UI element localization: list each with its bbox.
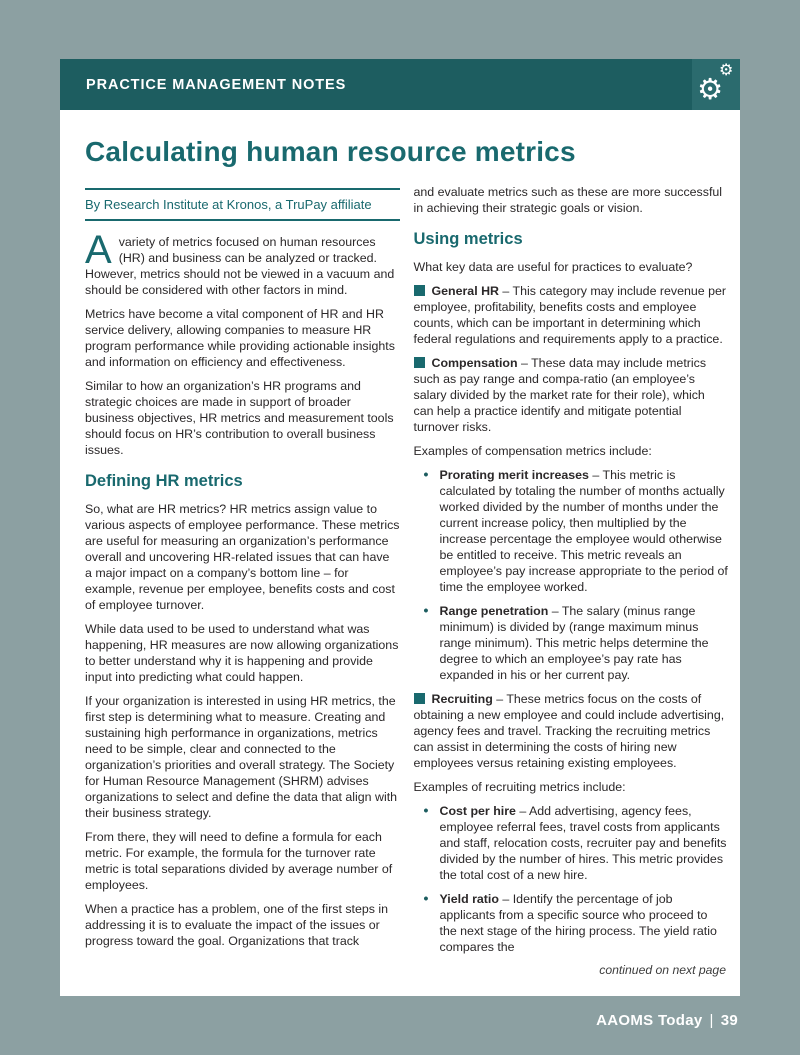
paragraph: Metrics have become a vital component of HR and HR service delivery, allowing companies to measure HR program performance while providing actionable insights and information on efficiency and effectiveness. <box>85 307 395 369</box>
bullet-text: – This metric is calculated by totaling the number of months actually worked divided by the number of months under the current increase policy, then multiplied by the increase percentage the employee would otherwise be entitled to receive. This metric reveals an employee’s pay increase appropriate to the period of time the employee worked. <box>439 468 728 594</box>
article-card <box>60 110 740 996</box>
paragraph: Examples of recruiting metrics include: <box>413 780 626 794</box>
footer-separator: | <box>709 1012 714 1029</box>
drop-cap: A <box>85 228 112 272</box>
byline: By Research Institute at Kronos, a TruPay affiliate <box>85 188 400 221</box>
paragraph: What key data are useful for practices to evaluate? <box>413 260 693 274</box>
recruiting-metrics-list <box>414 803 729 955</box>
section-banner <box>60 59 692 110</box>
paragraph: Similar to how an organization’s HR programs and strategic choices are made in support of broader business objectives, HR metrics and measurement tools should focus on HR’s contribution to overall business issues. <box>85 379 394 457</box>
square-bullet-icon <box>414 285 425 296</box>
bullet-text: – Add advertising, agency fees, employee referral fees, travel costs from applicants and staff, relocation costs, recruiter pay and benefits divided by the number of hires. This metric provides the total cost of a new hire. <box>439 804 727 882</box>
bullet-text: – Identify the percentage of job applicants from a specific source who proceed to the next stage of the hiring process. The yield ratio compares the <box>439 892 717 954</box>
bullet-yield-ratio <box>414 891 729 955</box>
category-general-hr <box>414 283 729 347</box>
gear-icon: ⚙ <box>697 72 723 106</box>
compensation-metrics-list <box>414 467 729 683</box>
bullet-term: Prorating merit increases <box>439 468 589 482</box>
article-columns <box>85 184 728 987</box>
gear-badge <box>692 59 740 110</box>
section-heading-using-metrics: Using metrics <box>413 230 523 248</box>
bullet-cost-per-hire <box>414 803 729 883</box>
paragraph: From there, they will need to define a formula for each metric. For example, the formula for the turnover rate metric is total separations divided by average number of employees. <box>85 830 393 892</box>
category-text: – This category may include revenue per employee, profitability, benefits costs and employee counts, which can be important in determining which federal regulations and requirements apply to a practice. <box>413 284 727 346</box>
paragraph: So, what are HR metrics? HR metrics assign value to various aspects of employee performance. These metrics are useful for measuring an organization’s performance overall and uncovering HR-related issues that can have a major impact on a company’s bottom line – for example, revenue per employee, benefits costs and cost of employee turnover. <box>85 502 400 612</box>
section-heading-defining-hr-metrics: Defining HR metrics <box>85 472 243 490</box>
right-column <box>414 184 729 987</box>
publication-name: AAOMS Today <box>596 1012 703 1029</box>
article-title: Calculating human resource metrics <box>85 136 576 167</box>
paragraph: Examples of compensation metrics include: <box>413 444 652 458</box>
bullet-term: Yield ratio <box>439 892 499 906</box>
gear-icon: ⚙ <box>719 60 734 79</box>
bullet-term: Cost per hire <box>439 804 516 818</box>
paragraph: While data used to be used to understand what was happening, HR measures are now allowing organizations to better understand why it is happening and provide input into predicting what could happen. <box>85 622 399 684</box>
section-banner-label: PRACTICE MANAGEMENT NOTES <box>86 76 347 93</box>
paragraph-intro <box>85 228 400 298</box>
bullet-prorating-merit-increases <box>414 467 729 595</box>
category-text: – These data may include metrics such as pay range and compa-ratio (an employee’s salary divided by the market rate for their role), which can help a practice identify and mitigate potential turnover risks. <box>413 356 707 434</box>
bullet-text: – The salary (minus range minimum) is divided by (range maximum minus range minimum). This metric helps determine the degree to which an employee’s pay rate has expanded in his or her current pay. <box>439 604 709 682</box>
category-term: Compensation <box>431 356 518 370</box>
category-compensation <box>414 355 729 435</box>
bullet-term: Range penetration <box>439 604 549 618</box>
category-term: Recruiting <box>431 692 493 706</box>
category-text: – These metrics focus on the costs of obtaining a new employee and could include advertising, agency fees and travel. Tracking the recruiting metrics can assist in determining the costs of hiring new employees versus retaining existing employees. <box>413 692 725 770</box>
square-bullet-icon <box>414 693 425 704</box>
paragraph-continuation: and evaluate metrics such as these are more successful in achieving their strategic goals or vision. <box>413 185 723 215</box>
bullet-range-penetration <box>414 603 729 683</box>
page-number: 39 <box>720 1012 738 1029</box>
left-column <box>85 184 400 987</box>
paragraph: When a practice has a problem, one of the first steps in addressing it is to evaluate the impact of the issues or progress toward the goal. Organizations that track <box>85 902 389 948</box>
square-bullet-icon <box>414 357 425 368</box>
paragraph-text: variety of metrics focused on human resources (HR) and business can be analyzed or tracked. However, metrics should not be viewed in a vacuum and should be considered with other factors in mind. <box>85 235 395 297</box>
continued-note: continued on next page <box>599 963 726 977</box>
page-footer <box>596 1012 738 1029</box>
paragraph: If your organization is interested in using HR metrics, the first step is determining what to measure. Creating and sustaining high performance in organizations, metrics need to be simple, clear and connected to the organization’s priorities and overall strategy. The Society for Human Resource Management (SHRM) advises organizations to select and define the data that align with their business strategy. <box>85 694 398 820</box>
category-term: General HR <box>431 284 499 298</box>
category-recruiting <box>414 691 729 771</box>
